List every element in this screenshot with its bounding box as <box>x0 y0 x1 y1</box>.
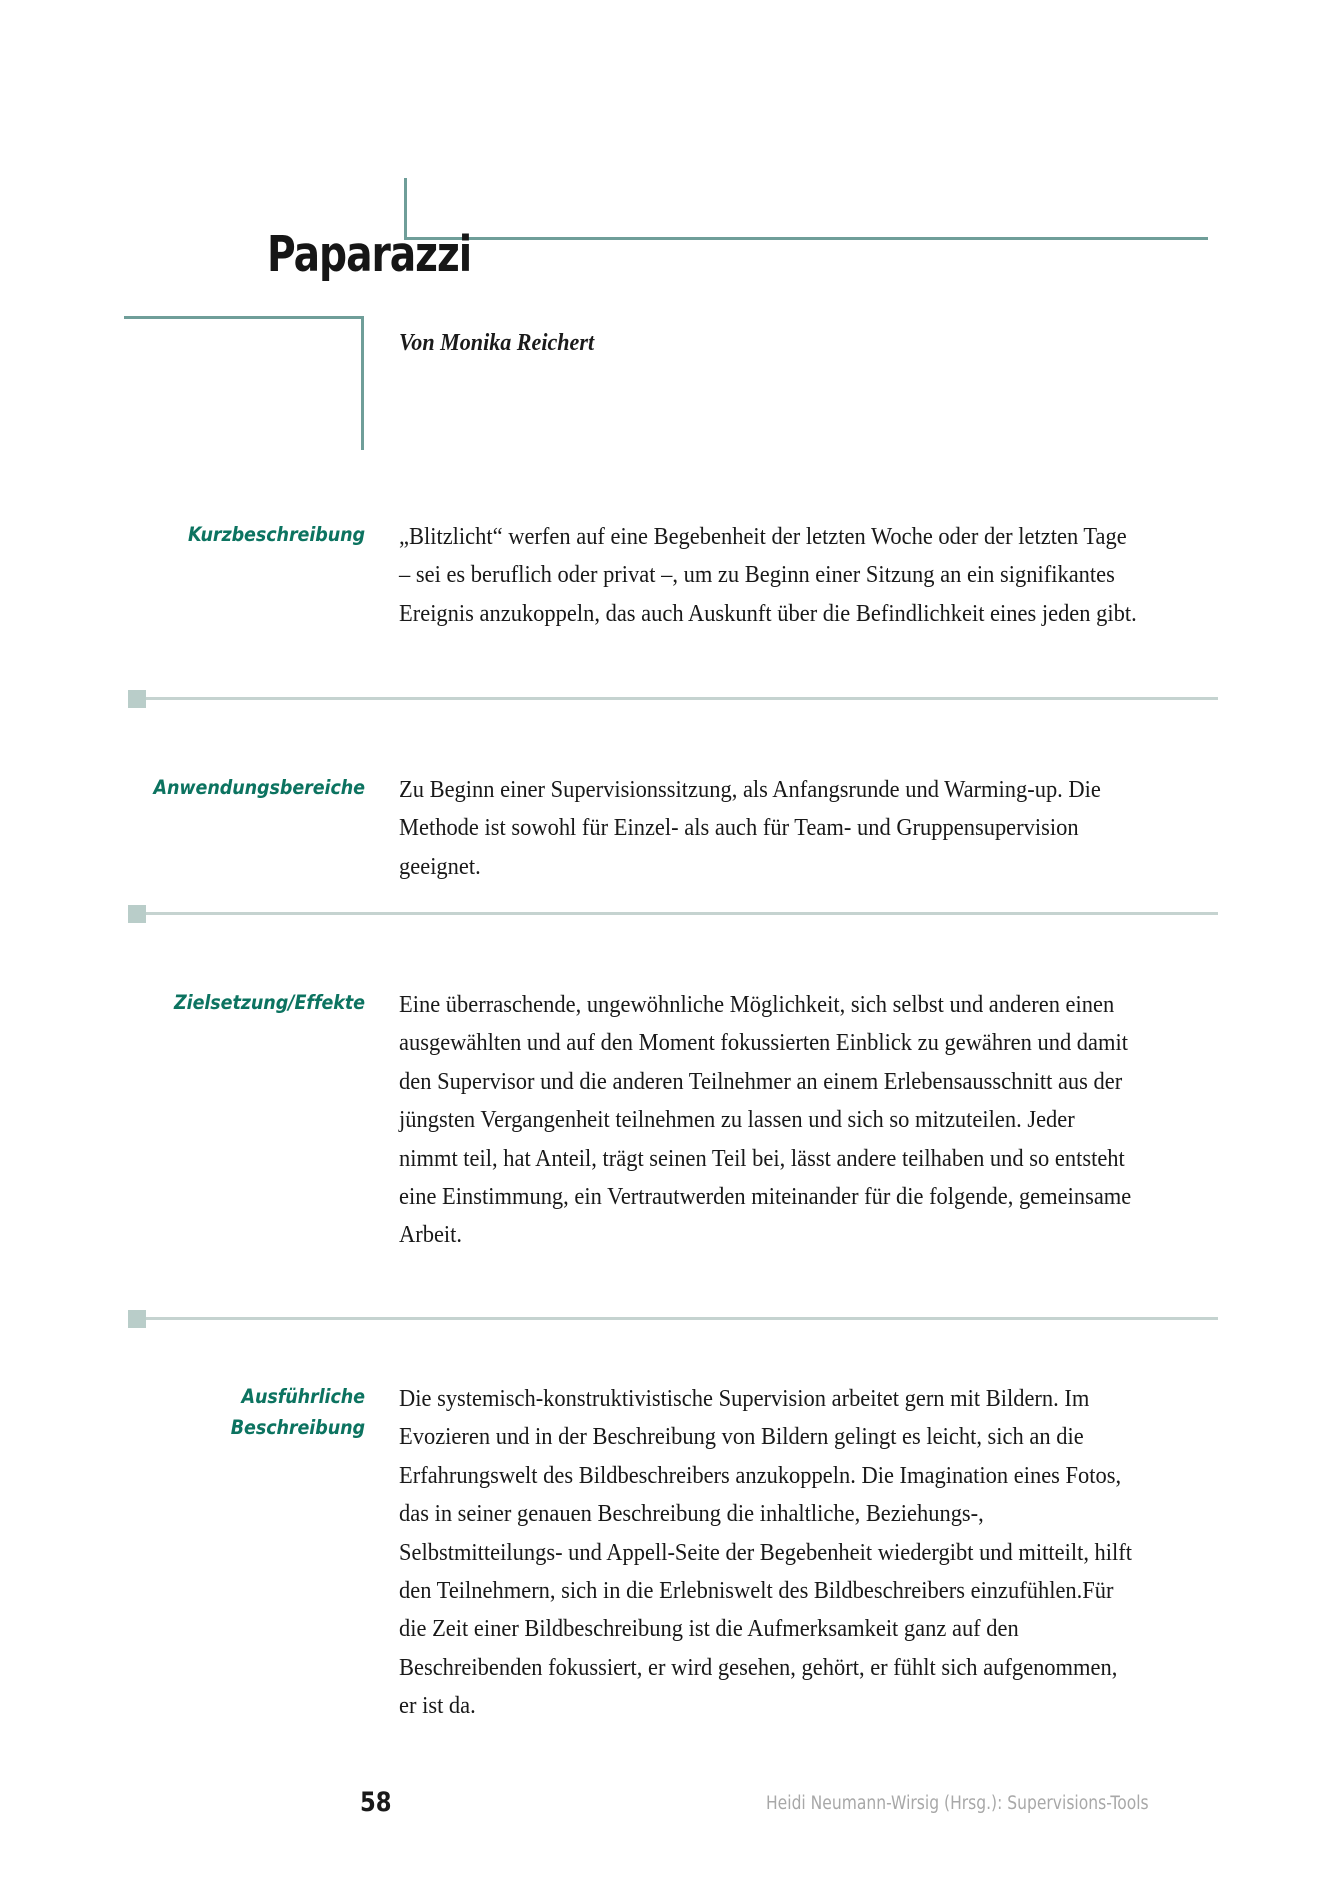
header-rule-bottom-vertical <box>361 316 364 450</box>
page-byline: Von Monika Reichert <box>399 330 595 356</box>
section-label-anwendungsbereiche: Anwendungsbereiche <box>153 776 365 799</box>
header-rule-top-horizontal <box>404 237 1208 240</box>
section-body-ausfuehrliche-beschreibung <box>399 1380 1139 1726</box>
section-label-ausfuehrliche-beschreibung <box>145 1381 366 1443</box>
divider-line <box>146 912 1218 915</box>
divider-line <box>146 1317 1218 1320</box>
paragraph: Die systemisch-konstruktivistische Supervision arbeitet gern mit Bildern. Im Evozieren und in der Beschreibung von Bildern gelingt es leicht, sich an die Erfahrungswelt des Bildbeschreibers anzukoppeln. Die Imagination eines Fotos, das in seiner genauen Beschreibung die inhaltliche, Beziehungs-, Selbstmitteilungs- und Appell-Seite der Begebenheit wiedergibt und mitteilt, hilft den Teilnehmern, sich in die Erlebniswelt des Bildbeschreibers einzufühlen.Für die Zeit einer Bildbeschreibung ist die Aufmerksamkeit ganz auf den Beschreibenden fokussiert, er wird gesehen, gehört, er fühlt sich aufgenommen, er ist da. <box>399 1385 1133 1720</box>
paragraph: Eine überraschende, ungewöhnliche Möglichkeit, sich selbst und anderen einen ausgewählten und auf den Moment fokussierten Einblick zu gewähren und damit den Supervisor und die anderen Teilnehmer an einem Erlebensausschnitt aus der jüngsten Vergangenheit teilnehmen zu lassen und sich so mitzuteilen. Jeder nimmt teil, hat Anteil, trägt seinen Teil bei, lässt andere teilhaben und so entsteht eine Einstimmung, ein Vertrautwerden miteinander für die folgende, gemeinsame Arbeit. <box>399 991 1132 1249</box>
footer-page-number: 58 <box>360 1787 392 1818</box>
divider-marker-icon <box>128 690 146 708</box>
divider-marker-icon <box>128 905 146 923</box>
section-body-anwendungsbereiche <box>399 771 1139 886</box>
section-body-kurzbeschreibung <box>399 518 1139 633</box>
header-rule-bottom-horizontal <box>124 316 364 319</box>
paragraph: „Blitzlicht“ werfen auf eine Begebenheit der letzten Woche oder der letzten Tage – sei es beruflich oder privat –, um zu Beginn einer Sitzung an ein signifikantes Ereignis anzukoppeln, das auch Auskunft über die Befindlichkeit eines jeden gibt. <box>399 523 1137 627</box>
section-label-kurzbeschreibung: Kurzbeschreibung <box>187 523 365 546</box>
footer-source-attribution: Heidi Neumann-Wirsig (Hrsg.): Supervisions-Tools <box>766 1793 1149 1814</box>
page-title: Paparazzi <box>267 226 472 283</box>
divider-line <box>146 697 1218 700</box>
section-label-line-2: Beschreibung <box>230 1416 365 1439</box>
section-label-line-1: Ausführliche <box>241 1385 365 1408</box>
paragraph: Zu Beginn einer Supervisionssitzung, als Anfangsrunde und Warming-up. Die Methode ist sowohl für Einzel- als auch für Team- und Gruppensupervision geeignet. <box>399 776 1101 880</box>
divider-marker-icon <box>128 1310 146 1328</box>
section-label-zielsetzung-effekte: Zielsetzung/Effekte <box>174 991 365 1014</box>
section-body-zielsetzung-effekte <box>399 986 1139 1255</box>
